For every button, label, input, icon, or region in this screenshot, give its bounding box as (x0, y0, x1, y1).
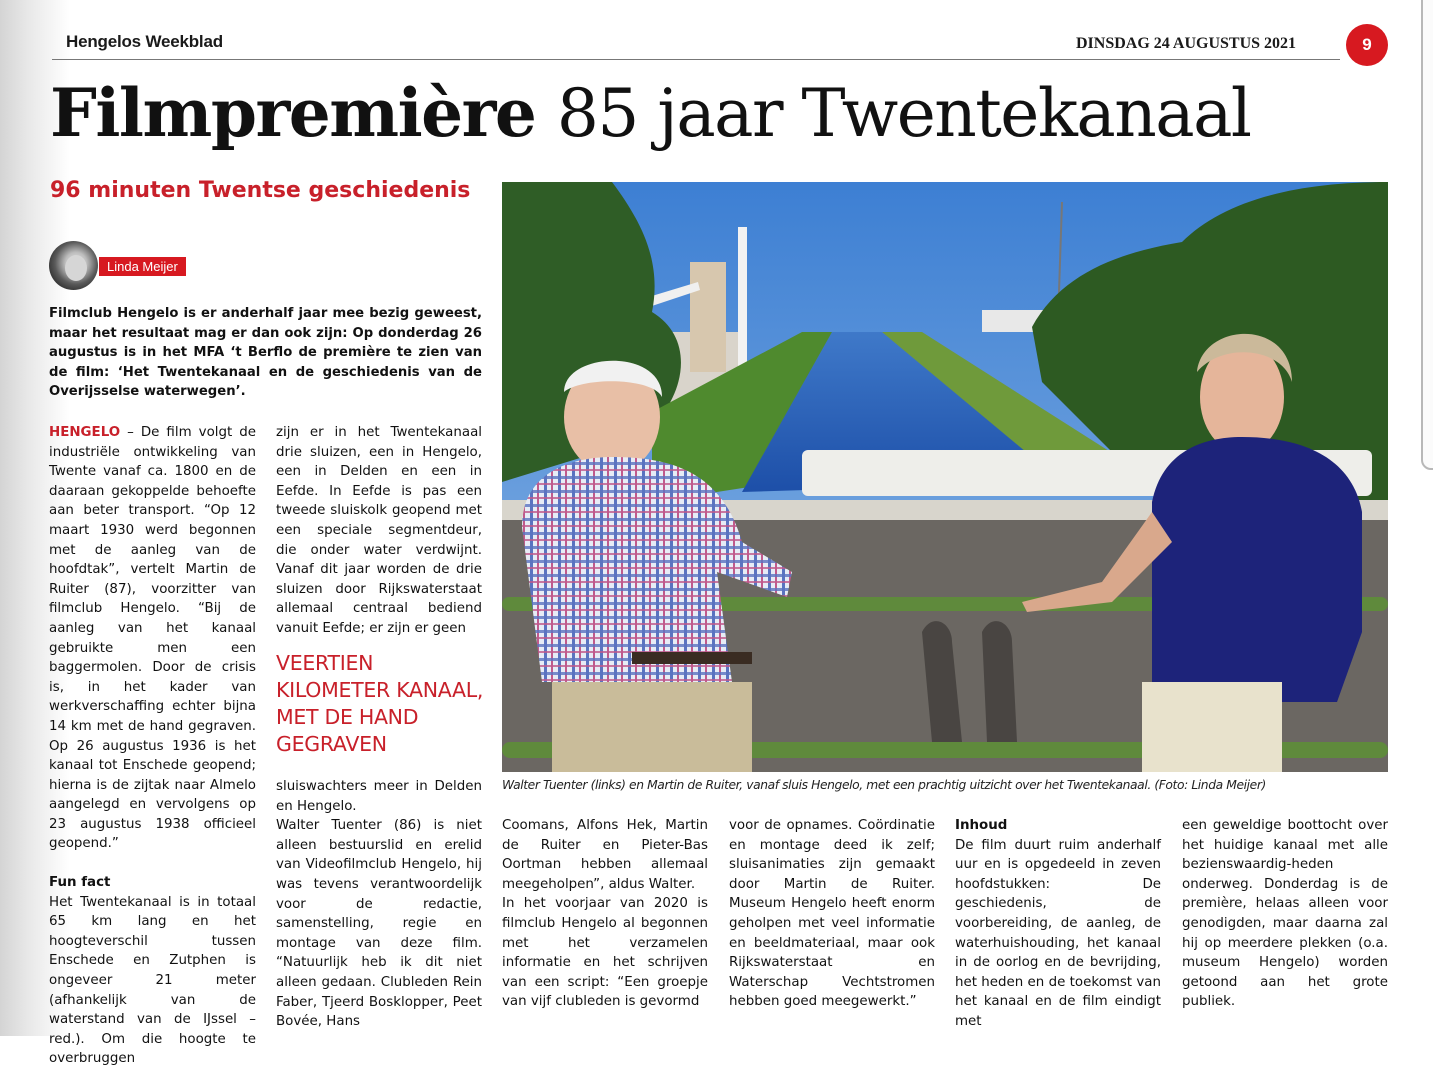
author-avatar (49, 241, 98, 290)
article-column-4 (729, 816, 935, 1012)
col4-body: voor de opnames. Coördinatie en montage deed ik zelf; sluisanimaties zijn gemaakt door Martin de Ruiter. Museum Hengelo heeft enorm geholpen met veel informatie en beeldmateriaal, maar ook Rijkswaterstaat en Waterschap Vechtstromen hebben goed meegewerkt.” (729, 818, 935, 1010)
inhoud-title: Inhoud (955, 818, 1008, 833)
article-photo (502, 182, 1388, 772)
issue-date: DINSDAG 24 AUGUSTUS 2021 (1076, 35, 1297, 52)
canal-photo-illustration (502, 182, 1388, 772)
article-column-1 (49, 423, 256, 1069)
col2-body-bottom-2: Walter Tuenter (86) is niet alleen bestuurslid en erelid van Videofilmclub Hengelo, hij was tevens verantwoordelijk voor de redactie, samenstelling, regie en montage van deze film. “Natuurlijk heb ik dit niet alleen gedaan. Clubleden Rein Faber, Tjeerd Bosklopper, Peet Bovée, Hans (276, 818, 482, 1030)
publication-name: Hengelos Weekblad (66, 32, 223, 51)
col1-text: – De film volgt de industriële ontwikkeling van Twente vanaf ca. 1800 en de daaraan gekoppelde behoefte aan beter transport. “Op 12 maart 1930 werd begonnen met de aanleg van de hoofdtak”, vertelt Martin de Ruiter (87), voorzitter van filmclub Hengelo. “Bij de aanleg van het kanaal gebruikte men een baggermolen. Door de crisis is, in het kader van werkverschaffing echter bijna 14 km met de hand gegraven. Op 26 augustus 1936 is het kanaal tot Enschede geopend; hierna is de zijtak naar Almelo aangelegd en vervolgens op 23 augustus 1938 officieel geopend.” (49, 425, 256, 852)
article-column-3 (502, 816, 708, 1012)
page-number-badge: 9 (1346, 24, 1388, 66)
shadow-figure (982, 621, 1017, 742)
article-column-2-bottom (276, 777, 482, 1032)
chimney (738, 227, 747, 377)
right-man-shirt (1152, 437, 1362, 702)
article-intro: Filmclub Hengelo is er anderhalf jaar mee bezig geweest, maar het resultaat mag er dan ook zijn: Op donderdag 26 augustus is in het MFA ‘t Berflo de première te zien van de film: ‘Het Twentekanaal en de geschiedenis van de Overijsselse waterwegen’. (49, 306, 482, 400)
article-column-2 (276, 423, 482, 639)
headline-light: 85 jaar Twentekanaal (556, 75, 1251, 152)
col1-body (49, 423, 256, 854)
col3-body-2: In het voorjaar van 2020 is filmclub Hengelo al begonnen met het verzamelen informatie en het schrijven van een script: “Een groepje van vijf clubleden is gevormd (502, 896, 708, 1010)
dateline: HENGELO (49, 425, 121, 440)
funfact-body: Het Twentekanaal is in totaal 65 km lang en het hoogteverschil tussen Enschede en Zutphen is ongeveer 21 meter (afhankelijk van de waterstand van de IJssel – red.). Om die hoogte te overbruggen (49, 894, 256, 1067)
subheadline: 96 minuten Twentse geschiedenis (50, 178, 471, 203)
photo-caption: Walter Tuenter (links) en Martin de Ruiter, vanaf sluis Hengelo, met een prachtig uitzicht over het Twentekanaal. (Foto: Linda Meijer) (502, 778, 1266, 792)
col2-body-top: zijn er in het Twentekanaal drie sluizen, een in Hengelo, een in Delden en een in Eefde. In Eefde is pas een tweede sluiskolk geopend met een speciale segmentdeur, die onder water verdwijnt. Vanaf dit jaar worden de drie sluizen door Rijkswaterstaat allemaal centraal bediend vanuit Eefde; er zijn er geen (276, 425, 482, 636)
right-man-trousers (1142, 682, 1282, 772)
article-column-5 (955, 816, 1161, 1032)
col5-body: De film duurt ruim anderhalf uur en is opgedeeld in zeven hoofdstukken: De geschiedenis, de voorbereiding, de aanleg, de waterhuishouding, het kanaal in de oorlog en de bevrijding, het heden en de toekomst van het kanaal en de film eindigt met (955, 837, 1161, 1029)
article-column-6 (1182, 816, 1388, 1012)
headline (50, 68, 1251, 159)
col6-body: een geweldige boottocht over het huidige kanaal met alle bezienswaardig-heden onderweg. Donderdag is de première, helaas alleen voor genodigden, maar daarna zal hij op meerdere plekken (o.a. museum Hengelo) worden getoond aan het grote publiek. (1182, 818, 1388, 1010)
pull-quote: VEERTIEN KILOMETER KANAAL, MET DE HAND GEGRAVEN (276, 651, 484, 756)
left-man-trousers (552, 682, 752, 772)
left-man-belt (632, 652, 752, 664)
funfact-title: Fun fact (49, 875, 111, 891)
headline-bold: Filmpremière (50, 74, 536, 152)
author-byline: Linda Meijer (99, 257, 186, 276)
masthead-divider (52, 59, 1340, 60)
factory-tower (690, 262, 726, 372)
col3-body-1: Coomans, Alfons Hek, Martin de Ruiter en Pieter-Bas Oortman hebben allemaal meegeholpen”, aldus Walter. (502, 818, 708, 892)
side-panel-edge (1421, 0, 1433, 470)
col2-body-bottom-1: sluiswachters meer in Delden en Hengelo. (276, 779, 482, 814)
